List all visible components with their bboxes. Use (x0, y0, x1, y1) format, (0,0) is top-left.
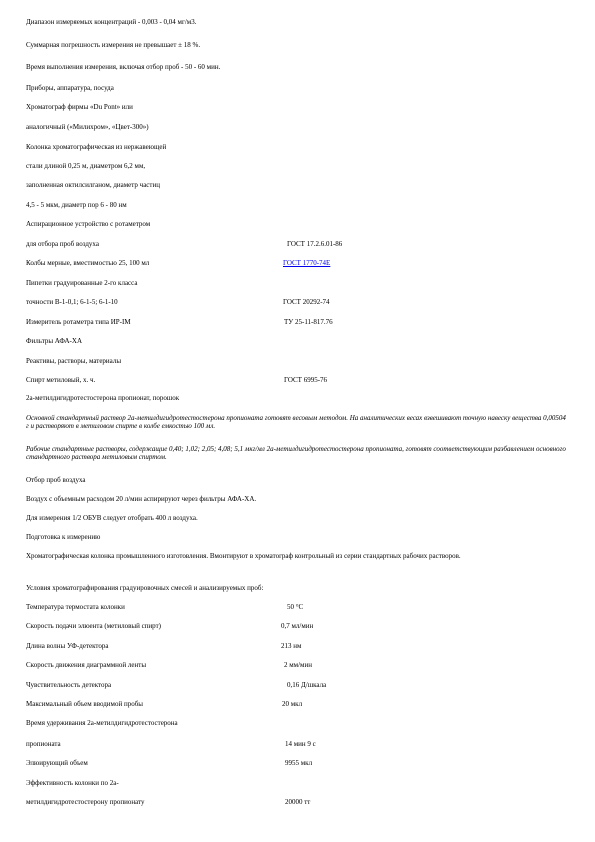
efficiency-label-1: Эффективность колонки по 2а- (26, 779, 119, 787)
chart-speed-value: 2 мм/мин (284, 661, 312, 669)
sensitivity-label: Чувствительность детектора (26, 681, 112, 689)
pipettes-sub-line: точности В-1-0,1; 6-1-5; 6-1-10 (26, 298, 118, 306)
retention-label-1: Время удерживания 2а-метилдигидротестостерона (26, 719, 178, 727)
range-line: Диапазон измеряемых концентраций - 0,003 - 0,04 мг/м3. (26, 18, 197, 26)
aspirator-standard: ГОСТ 17.2.6.01-86 (287, 240, 343, 248)
basic-solution-paragraph: Основной стандартный раствор 2а-метилдигидротестостерона пропионата готовят весовым методом. На аналитических весах взвешивают точную навеску вещества 0,00504 г и растворяют в метиловом спирте в колбе емкостью 100 мл. (26, 414, 566, 430)
temperature-label: Температура термостата колонки (26, 603, 125, 611)
alcohol-line: Спирт метиловый, х. ч. (26, 376, 96, 384)
temperature-value: 50 °С (287, 603, 304, 611)
pipettes-standard: ГОСТ 20292-74 (283, 298, 330, 306)
flask-line: Колбы мерные, вместимостью 25, 100 мл (26, 259, 150, 267)
ester-line: 2а-метилдигидротестостерона пропионат, порошок (26, 394, 180, 402)
filters-line: Фильтры АФА-ХА (26, 337, 82, 345)
retention-value: 14 мин 9 с (285, 740, 316, 748)
chromatograph-line-2: аналогичный («Милихром», «Цвет-300») (26, 123, 149, 131)
preparation-paragraph: Хроматографическая колонка промышленного изготовления. Вмонтируют в хроматограф контрольный из серии стандартных рабочих растворов. (26, 552, 461, 560)
chromatograph-line-1: Хроматограф фирмы «Du Pont» или (26, 103, 133, 111)
pipettes-line: Пипетки градуированные 2-го класса (26, 279, 138, 287)
working-solutions-paragraph: Рабочие стандартные растворы, содержащие 0,40; 1,02; 2,05; 4,08; 5,1 мкг/мл 2а-метилдигидротестостерона пропионата, готовят соответствующим разбавлением основного стандартного раствора метиловым спиртом. (26, 445, 566, 461)
error-line: Суммарная погрешность измерения не превышает ± 18 %. (26, 41, 201, 49)
alcohol-standard: ГОСТ 6995-76 (284, 376, 328, 384)
reagents-heading: Реактивы, растворы, материалы (26, 357, 122, 365)
elution-label: Элюирующий объем (26, 759, 88, 767)
column-line-3: заполненная октилсилганом, диаметр частиц (26, 181, 160, 189)
retention-label-2: пропионата (26, 740, 61, 748)
flow-value: 0,7 мл/мин (281, 622, 314, 630)
column-line-2: стали длиной 0,25 м, диаметром 6,2 мм, (26, 162, 146, 170)
time-line: Время выполнения измерения, включая отбор проб - 50 - 60 мин. (26, 63, 221, 71)
aspirator-sub-line: для отбора проб воздуха (26, 240, 99, 248)
sampling-line-1: Воздух с объемным расходом 20 л/мин аспирируют через фильтры АФА-ХА. (26, 495, 257, 503)
wavelength-value: 213 нм (281, 642, 302, 650)
max-volume-label: Максимальный объем вводимой пробы (26, 700, 143, 708)
flask-standard-link[interactable]: ГОСТ 1770-74Е (283, 259, 331, 267)
chart-speed-label: Скорость движения диаграммной ленты (26, 661, 147, 669)
rotameter-line: Измеритель ротаметра типа ИР-IM (26, 318, 131, 326)
sensitivity-value: 0,16 Д/шкала (287, 681, 327, 689)
efficiency-value: 20000 тт (285, 798, 311, 806)
preparation-heading: Подготовка к измерению (26, 533, 101, 541)
sampling-heading: Отбор проб воздуха (26, 476, 86, 484)
flow-label: Скорость подачи элюента (метиловый спирт) (26, 622, 161, 630)
aspirator-line: Аспирационное устройство с ротаметром (26, 220, 151, 228)
elution-value: 9955 мкл (285, 759, 313, 767)
efficiency-label-2: метилдигидротестостерону пропионату (26, 798, 145, 806)
column-line-4: 4,5 - 5 мкм, диаметр пор 6 - 80 нм (26, 201, 127, 209)
column-line-1: Колонка хроматографическая из нержавеющей (26, 143, 167, 151)
rotameter-standard: ТУ 25-11-817.76 (284, 318, 333, 326)
wavelength-label: Длина волны УФ-детектора (26, 642, 109, 650)
instruments-heading: Приборы, аппаратура, посуда (26, 84, 114, 92)
max-volume-value: 20 мкл (282, 700, 303, 708)
conditions-heading: Условия хроматографирования градуировочных смесей и анализируемых проб: (26, 584, 264, 592)
sampling-line-2: Для измерения 1/2 ОБУВ следует отобрать 400 л воздуха. (26, 514, 198, 522)
